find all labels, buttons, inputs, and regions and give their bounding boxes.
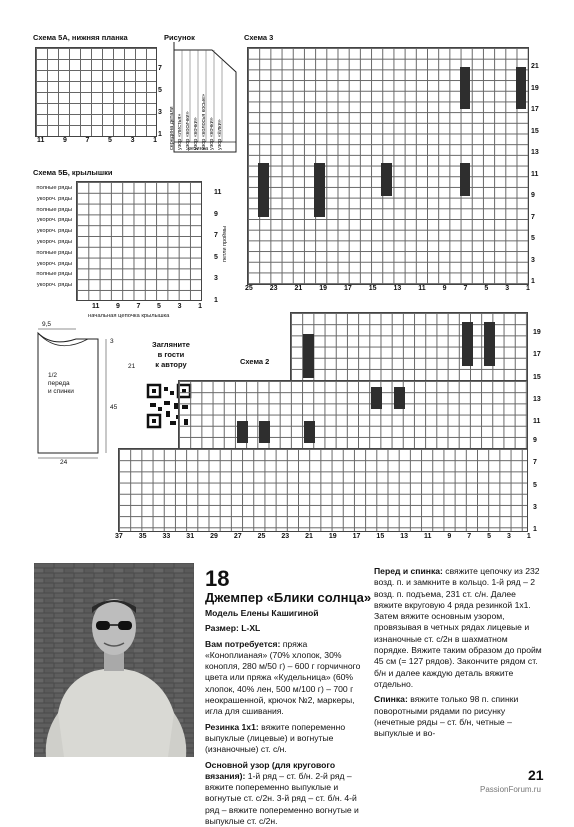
schema-3-bar [381, 163, 392, 196]
schema-5b-row-labels: полные ряды укороч. ряды полные ряды укороч. ряды укороч. ряды укороч. ряды полные ряды укороч. ряды полные ряды укороч. ряды [36, 185, 72, 289]
schema-2-bar [237, 421, 248, 443]
article-right-column: Перед и спинка: свяжите цепочку из 232 возд. п. и замкните в кольцо. 1-й ряд – 2 возд. п. подъема, 231 ст. с/н. Далее вяжите вкруговую 4 ряда резинкой 1х1. Затем вяжите основным узором, провязывая в четных рядах лицевые и изнаночные ст. с/2н в шахматном порядке. Вяжите таким образом до пройм 45 см (= 127 рядов). Закончите рядом ст. б/н и далее каждую деталь вяжите отдельно. Спинка: вяжите только 98 п. спинки поворотными рядами по рисунку (нечетные ряды – ст. б/н, четные –выпуклые и во- [374, 566, 542, 739]
schema-3-bar [314, 163, 325, 217]
schema-5b-title: Схема 5Б, крылышки [33, 168, 113, 177]
schema-2-bar [394, 387, 405, 409]
article-title: Джемпер «Блики солнца» [205, 590, 372, 605]
schema-2-bar [371, 387, 382, 409]
schema-5a-title: Схема 5А, нижняя планка [33, 33, 128, 42]
schema-5b-grid [76, 181, 202, 301]
article-left-column: Модель Елены Кашигиной Размер: L-XL Вам потребуется: пряжа «Коноплианая» (70% хлопок, 30% конопля, 280 м/50 г) – 600 г горчичного цвета или пряжа «Кудельница» (60% хлопок, 40% лен, 500 м/100 г) – 700 г неокрашенной, крючок №2, маркеры, игла для сшивания. Резинка 1х1: вяжите попеременно выпуклые (лицевые) и вогнутые (изнаночные) ст. с/н. Основной узор (для кругового вязания): 1-й ряд – ст. б/н. 2-й ряд – вяжите попеременно выпуклые и вогнутые ст. с/2н. 3-й ряд – ст. б/н. 4-й ряд – вяжите попеременно вогнутые и выпуклые ст. с/2н. [205, 608, 361, 827]
schema-5b-bottom-label: начальная цепочка крылышка [88, 313, 170, 319]
schema-3-col-nums: 25 23 21 19 17 15 13 11 9 7 5 3 1 [245, 285, 530, 292]
schema-3-row-nums: 21 19 17 15 13 11 9 7 5 3 1 [531, 63, 539, 285]
dim-9-5: 9,5 [42, 321, 52, 328]
schema-2-bar [259, 421, 270, 443]
schema-2-row-nums-right: 19 17 15 13 11 [533, 329, 541, 426]
schema-2-title: Схема 2 [240, 357, 270, 366]
garment-label: 1/2 переда и спинки [48, 372, 74, 395]
schema-5a-col-nums: 11 9 7 5 3 1 [37, 137, 157, 144]
schema-2-grid-lower [118, 448, 528, 532]
model-photo [34, 563, 194, 757]
schema-2-bar [304, 421, 315, 443]
schema-2-bar [303, 334, 314, 378]
dim-24: 24 [60, 459, 68, 466]
model-line: Модель Елены Кашигиной [205, 608, 319, 618]
dim-45: 45 [110, 404, 118, 411]
schema-5a-grid [35, 47, 157, 137]
schema-5a-row-nums: 7 5 3 1 [158, 65, 162, 138]
article-number: 18 [205, 566, 230, 591]
schema-5b-side-label: петли проймы [222, 226, 228, 262]
schema-3-bar [258, 163, 269, 217]
qr-caption: Загляните в гости к автору [152, 340, 190, 369]
schema-3-bar [460, 163, 470, 196]
schema-5b-row-nums: 11 9 7 5 3 1 [214, 189, 222, 304]
schema-3-bar [516, 67, 526, 109]
schema-2-bar [462, 322, 473, 366]
pattern-labels: середина детали узор «листья» узор «косички» узор «кочки» узор «колосья косые» узор «кочки» узор «ёлки» [169, 93, 223, 150]
pattern-bottom-label: резинка [188, 146, 209, 152]
dim-3: 3 [110, 338, 114, 345]
schema-3-bar [460, 67, 470, 109]
page-number: 21 [528, 767, 544, 783]
watermark: PassionForum.ru [480, 785, 541, 794]
schema-3-title: Схема 3 [244, 33, 274, 42]
schema-2-grid-mid [178, 380, 528, 449]
dim-21: 21 [128, 363, 136, 370]
pattern-title: Рисунок [164, 33, 195, 42]
schema-2-row-nums-left: 9 7 5 3 1 [533, 437, 537, 534]
schema-5b-col-nums: 11 9 7 5 3 1 [92, 303, 202, 310]
schema-2-col-nums: 37 35 33 31 29 27 25 23 21 19 17 15 13 11 9 7 5 3 1 [115, 533, 531, 540]
garment-outline [30, 325, 122, 465]
schema-2-bar [484, 322, 495, 366]
